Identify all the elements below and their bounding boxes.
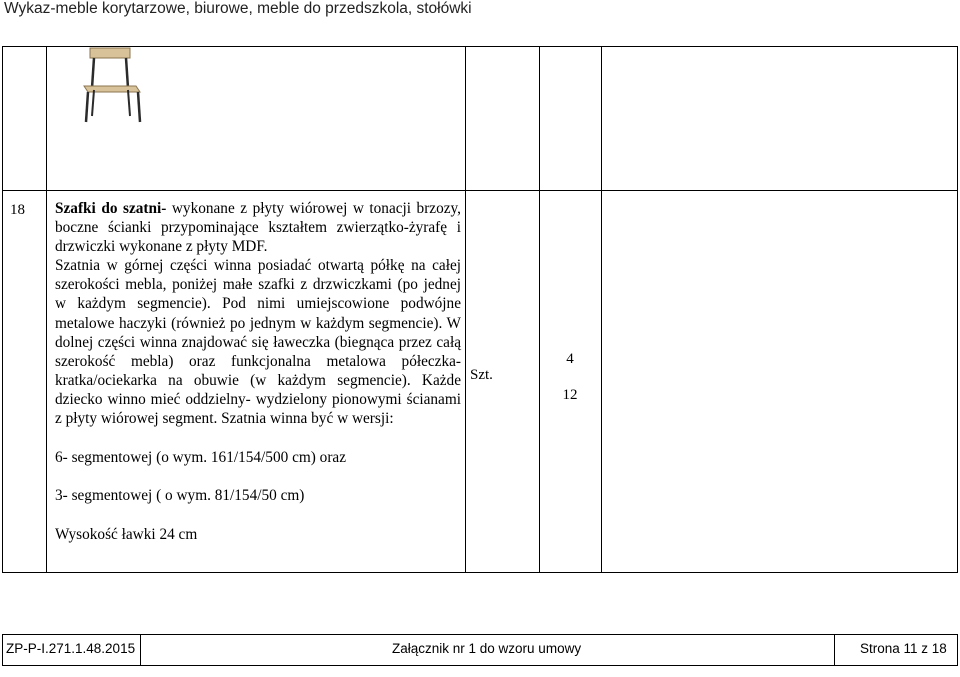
column-border-1 [46,46,47,573]
footer-border-2 [834,634,835,666]
description-body: Szatnia w górnej części winna posiadać otwartą półkę na całej szerokości mebla, poniżej małe szafki z drzwiczkami (po jednej w każdym segmencie). Pod nimi umiejscowione podwójne metalowe haczyki (również po jednym w każdym segmencie). W dolnej części winna znajdować się ławeczka (biegnąca przez całą szerokość mebla) oraz funkcjonalna metalowa półeczka- kratka/ociekarka na obuwie (w każdym segmencie). Każde dziecko winno mieć oddzielny- wydzielony pionowymi ścianami z płyty wiórowej segment. Szatnia winna być w wersji: [55,257,461,428]
item-description [55,199,461,544]
column-border-0 [2,46,3,573]
footer-border-1 [140,634,141,666]
footer-bottom-border [2,665,958,666]
item-name: Szafki do szatni- [55,200,167,217]
footer-border-right [957,634,958,666]
column-border-2 [465,46,466,573]
footer-reference: ZP-P-I.271.1.48.2015 [6,641,136,656]
table-bottom-border [2,572,958,573]
column-border-4 [601,46,602,573]
item-number: 18 [10,202,25,218]
chair-image [78,46,148,126]
item-quantity-1: 4 [566,351,574,367]
column-border-3 [539,46,540,573]
description-intro: wykonane z płyty wiórowej w tonacji brzozy, boczne ścianki przypominające kształtem zwierzątko-żyrafę i drzwiczki wykonane z płyty MDF. [55,200,462,256]
footer-attachment: Załącznik nr 1 do wzoru umowy [392,641,582,656]
description-paragraph [55,199,461,256]
variant-6-segment: 6- segmentowej (o wym. 161/154/500 cm) oraz [55,448,346,466]
document-header-title: Wykaz-meble korytarzowe, biurowe, meble do przedszkola, stołówki [4,0,472,17]
footer-page-number: Strona 11 z 18 [860,641,947,656]
footer-top-border [2,634,958,635]
footer-border-left [2,634,3,666]
item-unit: Szt. [470,367,493,383]
column-border-5 [957,46,958,573]
table-row-divider [2,190,958,191]
variant-3-segment: 3- segmentowej ( o wym. 81/154/50 cm) [55,487,305,505]
item-quantity-2: 12 [562,387,578,403]
bench-height: Wysokość ławki 24 cm [55,525,198,543]
